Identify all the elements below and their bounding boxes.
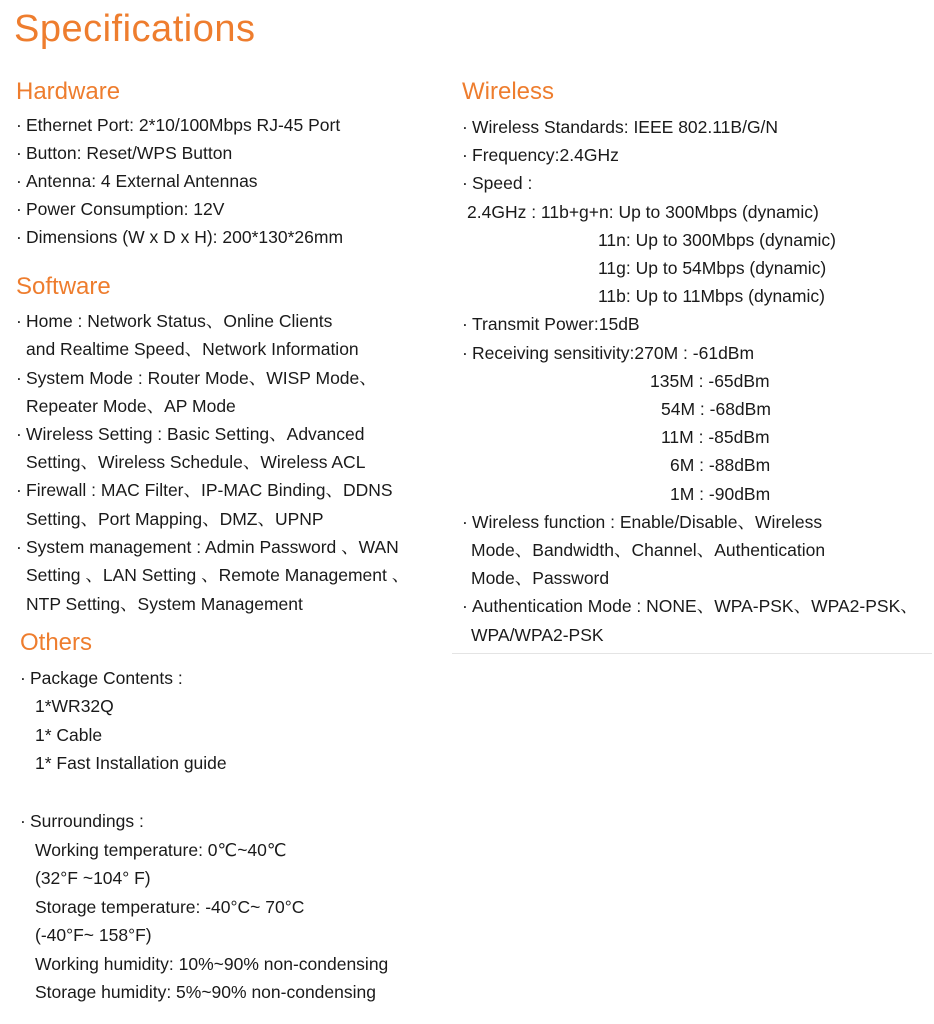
- wireless-auth-mode-cont: WPA/WPA2-PSK: [471, 625, 604, 645]
- surroundings-label: · Surroundings :: [20, 811, 144, 831]
- hardware-item: · Power Consumption: 12V: [16, 199, 225, 219]
- wireless-sensitivity-line: 6M : -88dBm: [670, 455, 771, 475]
- software-item: · Firewall : MAC Filter、IP-MAC Binding、DDNS: [16, 480, 393, 500]
- section-divider: [452, 653, 932, 654]
- wireless-frequency: · Frequency:2.4GHz: [462, 145, 619, 165]
- wireless-standards: · Wireless Standards: IEEE 802.11B/G/N: [462, 117, 779, 137]
- surroundings-item: Storage temperature: -40°C~ 70°C: [35, 897, 305, 917]
- package-item: 1*WR32Q: [35, 696, 114, 716]
- wireless-speed-label: · Speed :: [462, 173, 533, 193]
- hardware-item: · Dimensions (W x D x H): 200*130*26mm: [16, 227, 344, 247]
- page-title: Specifications: [14, 8, 256, 50]
- software-item: · Home : Network Status、Online Clients: [16, 311, 333, 331]
- software-item: · System management : Admin Password 、WAN: [16, 537, 399, 557]
- software-item: · System Mode : Router Mode、WISP Mode、: [16, 368, 377, 388]
- software-item: · Wireless Setting : Basic Setting、Advanced: [16, 424, 365, 444]
- software-item-cont: NTP Setting、System Management: [26, 594, 303, 614]
- wireless-transmit-power: · Transmit Power:15dB: [462, 314, 640, 334]
- software-item-cont: and Realtime Speed、Network Information: [26, 339, 359, 359]
- software-heading: Software: [16, 273, 111, 300]
- surroundings-item: Storage humidity: 5%~90% non-condensing: [35, 982, 376, 1002]
- wireless-function-cont: Mode、Bandwidth、Channel、Authentication: [471, 540, 826, 560]
- package-contents-label: · Package Contents :: [20, 668, 183, 688]
- others-heading: Others: [20, 629, 93, 656]
- hardware-item: · Button: Reset/WPS Button: [16, 143, 233, 163]
- wireless-sensitivity-line: 11M : -85dBm: [661, 427, 770, 447]
- software-item-cont: Setting、Port Mapping、DMZ、UPNP: [26, 509, 324, 529]
- package-item: 1* Fast Installation guide: [35, 753, 227, 773]
- wireless-function-cont: Mode、Password: [471, 568, 610, 588]
- hardware-heading: Hardware: [16, 78, 121, 105]
- software-item-cont: Repeater Mode、AP Mode: [26, 396, 236, 416]
- wireless-speed-line: 11g: Up to 54Mbps (dynamic): [598, 258, 827, 278]
- software-item-cont: Setting 、LAN Setting 、Remote Management 、: [26, 565, 410, 585]
- software-item-cont: Setting、Wireless Schedule、Wireless ACL: [26, 452, 366, 472]
- wireless-sensitivity-line: 135M : -65dBm: [650, 371, 770, 391]
- wireless-sensitivity-line: 1M : -90dBm: [670, 484, 771, 504]
- surroundings-item: Working temperature: 0℃~40℃: [35, 840, 287, 860]
- wireless-sensitivity: · Receiving sensitivity:270M : -61dBm: [462, 343, 755, 363]
- hardware-item: · Antenna: 4 External Antennas: [16, 171, 258, 191]
- wireless-sensitivity-line: 54M : -68dBm: [661, 399, 771, 419]
- surroundings-item: (32°F ~104° F): [35, 868, 151, 888]
- wireless-heading: Wireless: [462, 78, 555, 105]
- wireless-speed-line: 2.4GHz : 11b+g+n: Up to 300Mbps (dynamic): [467, 202, 819, 222]
- surroundings-item: Working humidity: 10%~90% non-condensing: [35, 954, 389, 974]
- wireless-auth-mode: · Authentication Mode : NONE、WPA-PSK、WPA2-PSK、: [462, 596, 918, 616]
- package-item: 1* Cable: [35, 725, 103, 745]
- wireless-function: · Wireless function : Enable/Disable、Wireless: [462, 512, 823, 532]
- hardware-item: · Ethernet Port: 2*10/100Mbps RJ-45 Port: [16, 115, 341, 135]
- wireless-speed-line: 11n: Up to 300Mbps (dynamic): [598, 230, 836, 250]
- wireless-speed-line: 11b: Up to 11Mbps (dynamic): [598, 286, 825, 306]
- surroundings-item: (-40°F~ 158°F): [35, 925, 152, 945]
